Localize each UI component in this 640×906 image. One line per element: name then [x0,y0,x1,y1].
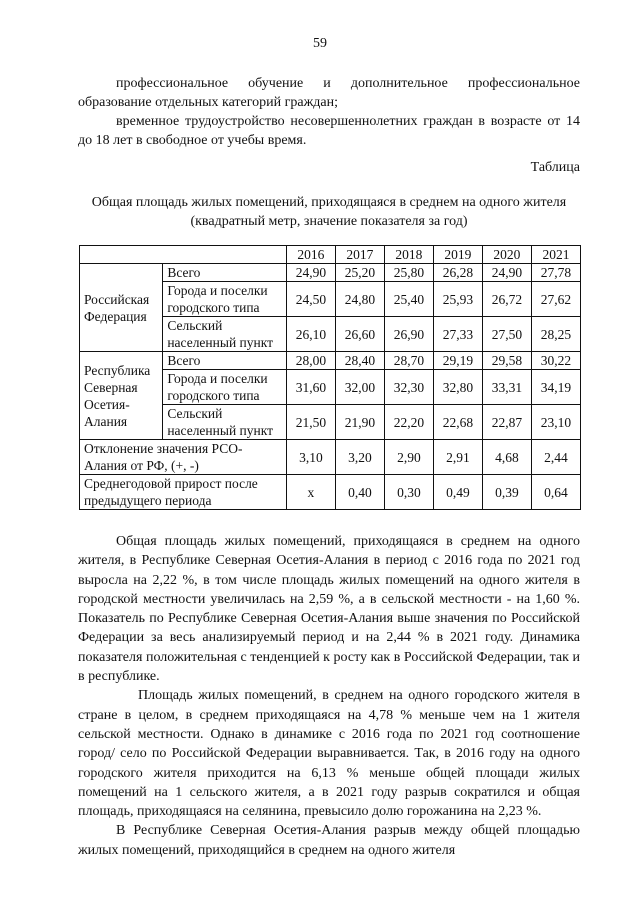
table-cell: 27,62 [531,282,580,317]
row-label: Всего [163,352,287,370]
year-header: 2019 [433,246,482,264]
table-cell: 25,80 [384,264,433,282]
table-cell: 27,78 [531,264,580,282]
table-header-row [80,246,581,264]
table-cell: 27,33 [433,317,482,352]
row-label: Города и поселки городского типа [163,370,287,405]
table-cell: 24,90 [482,264,531,282]
table-cell: 2,91 [433,440,482,475]
intro-text [78,74,580,150]
table-cell: 26,10 [286,317,335,352]
table-cell: 3,20 [335,440,384,475]
table-cell: 21,90 [335,405,384,440]
year-header: 2018 [384,246,433,264]
table-cell: 0,49 [433,475,482,510]
table-cell: 24,90 [286,264,335,282]
body-text [78,532,580,860]
year-header: 2020 [482,246,531,264]
table-label: Таблица [530,160,580,175]
row-label: Сельский населенный пункт [163,405,287,440]
table-cell: 0,30 [384,475,433,510]
data-table [79,245,581,510]
table-cell: х [286,475,335,510]
table-cell: 4,68 [482,440,531,475]
paragraph: Площадь жилых помещений, в среднем на одного городского жителя в стране в целом, в среднем приходящаяся на 4,78 % меньше чем на 1 жителя сельской местности. Однако в динамике с 2016 года по 2021 год соотношение город/ село по Российской Федерации выравнивается. Так, в 2016 году на одного городского жителя приходится на 6,13 % меньше общей площади жилых помещений на 1 сельского жителя, а в 2021 году разрыв сократился и общая площадь, приходящаяся на селянина, превысило долю горожанина на 2,23 %. [78,688,580,820]
year-header: 2017 [335,246,384,264]
page-number: 59 [313,36,327,51]
table-cell: 22,68 [433,405,482,440]
table-cell: 28,40 [335,352,384,370]
paragraph: Общая площадь жилых помещений, приходящаяся в среднем на одного жителя, в Республике Северная Осетия-Алания в период с 2016 года по 2021 год выросла на 2,22 %, в том числе площадь жилых помещений на одного жителя в городской местности увеличилась на 2,59 %, а в сельской местности - на 1,60 %. Показатель по Республике Северная Осетия-Алания выше значения по Российской Федерации за весь анализируемый период и на 2,44 % в 2021 году. Динамика показателя положительная с тенденцией к росту как в Российской Федерации, так и в республике. [78,534,580,685]
table-cell: 33,31 [482,370,531,405]
year-header: 2016 [286,246,335,264]
year-header: 2021 [531,246,580,264]
table-cell: 23,10 [531,405,580,440]
row-label: Сельский населенный пункт [163,317,287,352]
intro-item: временное трудоустройство несовершеннолетних граждан в возрасте от 14 до 18 лет в свободное от учебы время. [78,114,580,148]
region-name-cell: Российская Федерация [80,264,163,352]
table-cell: 25,40 [384,282,433,317]
table-cell: 31,60 [286,370,335,405]
table-cell: 28,70 [384,352,433,370]
table-cell: 0,39 [482,475,531,510]
table-cell: 29,58 [482,352,531,370]
table-row [80,440,581,475]
table-cell: 26,60 [335,317,384,352]
paragraph: В Республике Северная Осетия-Алания разрыв между общей площадью жилых помещений, приходящийся в среднем на одного жителя [78,823,580,858]
table-cell: 29,19 [433,352,482,370]
table-cell: 22,87 [482,405,531,440]
table-title: Общая площадь жилых помещений, приходящаяся в среднем на одного жителя (квадратный метр, значение показателя за год) [91,195,567,229]
table-cell: 24,50 [286,282,335,317]
row-label: Города и поселки городского типа [163,282,287,317]
table-cell: 2,90 [384,440,433,475]
table-cell: 27,50 [482,317,531,352]
table-cell: 26,28 [433,264,482,282]
table-cell: 0,64 [531,475,580,510]
region-name-cell: Республика Северная Осетия-Алания [80,352,163,440]
table-cell: 25,20 [335,264,384,282]
table-cell: 21,50 [286,405,335,440]
table-cell: 32,30 [384,370,433,405]
table-cell: 34,19 [531,370,580,405]
table-cell: 3,10 [286,440,335,475]
row-label: Среднегодовой прирост после предыдущего периода [80,475,287,510]
table-row [80,352,581,370]
table-cell: 26,90 [384,317,433,352]
table-cell: 22,20 [384,405,433,440]
table-cell: 2,44 [531,440,580,475]
table-cell: 28,25 [531,317,580,352]
table-cell: 0,40 [335,475,384,510]
row-label: Всего [163,264,287,282]
intro-item: профессиональное обучение и дополнительное профессиональное образование отдельных категорий граждан; [78,76,580,110]
table-cell: 32,00 [335,370,384,405]
table-cell: 24,80 [335,282,384,317]
header-empty-cell [80,246,287,264]
table-cell: 26,72 [482,282,531,317]
table-row [80,264,581,282]
table-row [80,475,581,510]
table-cell: 28,00 [286,352,335,370]
table-cell: 25,93 [433,282,482,317]
table-cell: 30,22 [531,352,580,370]
table-cell: 32,80 [433,370,482,405]
row-label: Отклонение значения РСО-Алания от РФ, (+, -) [80,440,287,475]
